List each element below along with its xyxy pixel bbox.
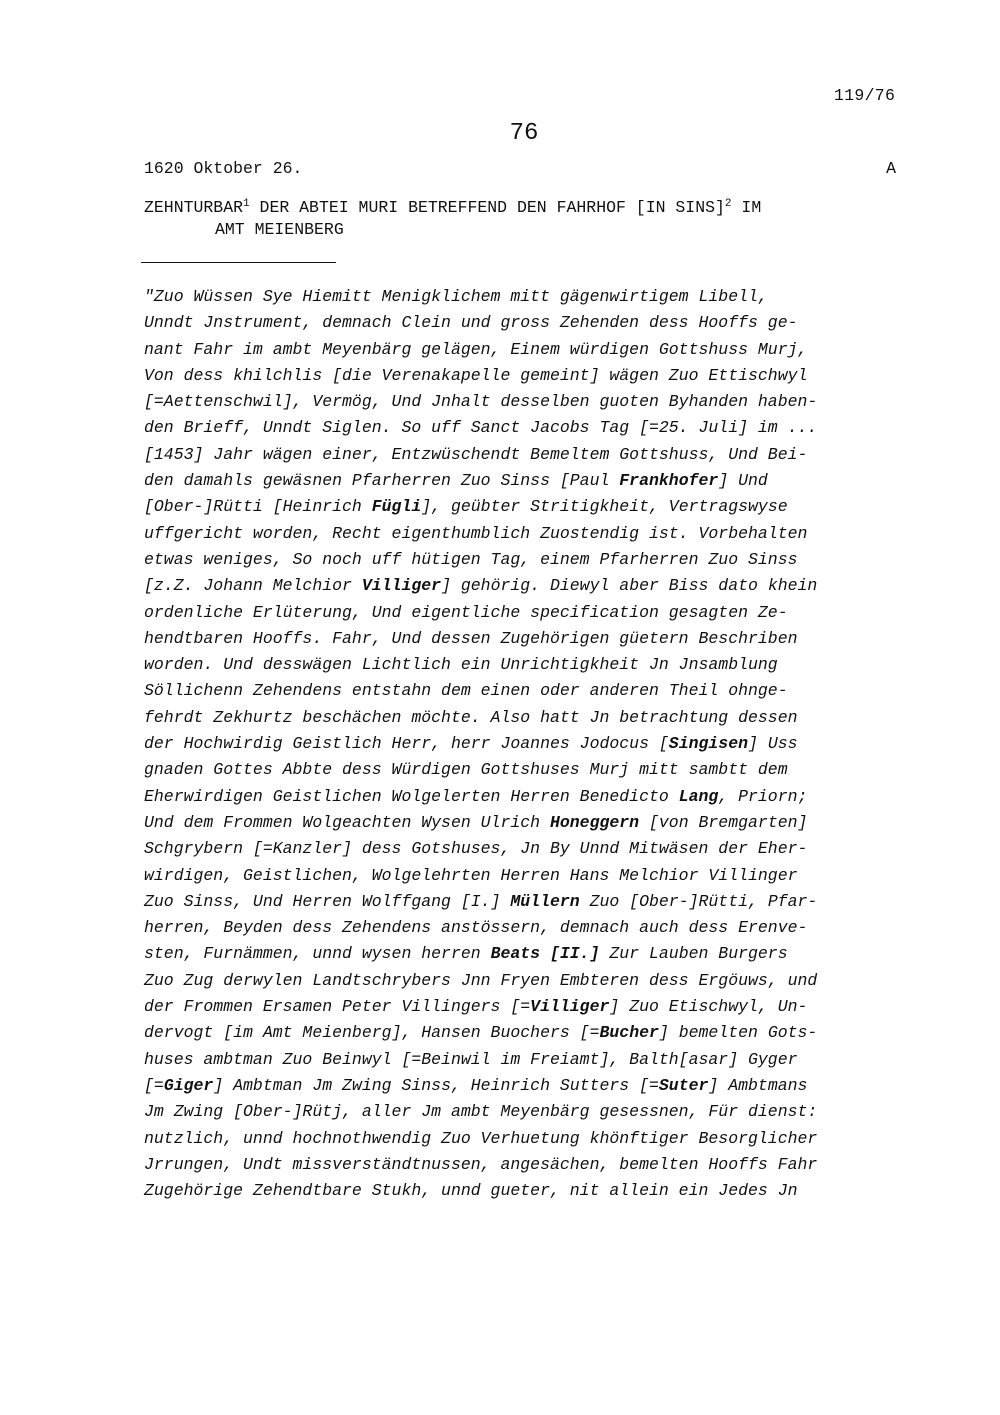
person-name: Bucher xyxy=(599,1023,659,1043)
text-line xyxy=(144,941,924,967)
text-run: ] Ambtman Jm Zwing Sinss, Heinrich Sutters [= xyxy=(213,1075,659,1095)
text-run: der Frommen Ersamen Peter Villingers [= xyxy=(144,997,531,1017)
footnote-ref-1: 1 xyxy=(243,198,250,210)
text-line: uffgericht worden, Recht eigenthumblich Zuostendig ist. Vorbehalten xyxy=(144,523,808,543)
text-line: wirdigen, Geistlichen, Wolgelehrten Herren Hans Melchior Villinger xyxy=(144,865,798,885)
text-run: ] Zuo Etischwyl, Un- xyxy=(609,997,808,1017)
text-line: Söllichenn Zehendens entstahn dem einen oder anderen Theil ohnge- xyxy=(144,681,788,701)
text-line: etwas weniges, So noch uff hütigen Tag, einem Pfarherren Zuo Sinss xyxy=(144,549,798,569)
text-line: Jrrungen, Undt missverständtnussen, angesächen, bemelten Hooffs Fahr xyxy=(144,1154,818,1174)
text-run: der Hochwirdig Geistlich Herr, herr Joannes Jodocus [ xyxy=(144,734,669,754)
text-run: ] Uss xyxy=(748,734,798,754)
body-text xyxy=(144,284,924,1204)
person-name: Singisen xyxy=(668,734,749,754)
footnote-ref-2: 2 xyxy=(724,198,732,210)
text-run: sten, Furnämmen, unnd wysen herren xyxy=(144,944,491,964)
text-line: Zugehörige Zehendtbare Stukh, unnd gueter, nit allein ein Jedes Jn xyxy=(144,1181,798,1201)
text-line xyxy=(144,731,924,757)
document-date: 1620 Oktober 26. xyxy=(144,159,303,178)
text-line: herren, Beyden dess Zehendens anstössern, demnach auch dess Erenve- xyxy=(144,918,808,938)
text-run: [z.Z. Johann Melchior xyxy=(144,576,362,596)
text-line: [1453] Jahr wägen einer, Entzwüschendt Bemeltem Gottshuss, Und Bei- xyxy=(144,444,808,464)
text-run: [von Bremgarten] xyxy=(639,812,808,832)
person-name: Giger xyxy=(163,1075,214,1095)
text-run: ], geübter Stritigkheit, Vertragswyse xyxy=(421,497,788,517)
person-name: Villiger xyxy=(361,576,442,596)
text-run: Zuo [Ober-]Rütti, Pfar- xyxy=(579,891,818,911)
text-line: den Brieff, Unndt Siglen. So uff Sanct Jacobs Tag [=25. Juli] im ... xyxy=(144,418,818,438)
person-name: Suter xyxy=(658,1075,709,1095)
text-line xyxy=(144,889,924,915)
person-name: Müllern xyxy=(510,891,580,911)
text-line: [=Aettenschwil], Vermög, Und Jnhalt desselben guoten Byhanden haben- xyxy=(144,392,818,412)
text-line: worden. Und desswägen Lichtlich ein Unrichtigkheit Jn Jnsamblung xyxy=(144,655,778,675)
person-name: Honeggern xyxy=(549,812,640,832)
text-run: ] Und xyxy=(718,471,768,491)
text-run: Und dem Frommen Wolgeachten Wysen Ulrich xyxy=(144,812,550,832)
text-line: hendtbaren Hooffs. Fahr, Und dessen Zugehörigen güetern Beschriben xyxy=(144,628,798,648)
text-line: nutzlich, unnd hochnothwendig Zuo Verhuetung khönftiger Besorglicher xyxy=(144,1128,818,1148)
heading-text: ZEHNTURBAR xyxy=(144,198,244,217)
text-line: nant Fahr im ambt Meyenbärg gelägen, Einem würdigen Gottshuss Murj, xyxy=(144,339,808,359)
text-line xyxy=(144,573,924,599)
text-run: Eherwirdigen Geistlichen Wolgelerten Herren Benedicto xyxy=(144,786,679,806)
person-name: Beats [II.] xyxy=(490,944,600,964)
document-number: 76 xyxy=(509,120,539,147)
text-run: [= xyxy=(144,1075,164,1095)
text-run: [Ober-]Rütti [Heinrich xyxy=(144,497,372,517)
document-heading xyxy=(144,197,914,241)
text-line: huses ambtman Zuo Beinwyl [=Beinwil im Freiamt], Balth[asar] Gyger xyxy=(144,1049,798,1069)
person-name: Villiger xyxy=(530,997,610,1017)
person-name: Fügli xyxy=(371,497,422,517)
heading-text: IM xyxy=(731,198,762,217)
text-run: Zuo Sinss, Und Herren Wolffgang [I.] xyxy=(144,891,511,911)
text-line: gnaden Gottes Abbte dess Würdigen Gottshuses Murj mitt sambtt dem xyxy=(144,760,788,780)
text-run: dervogt [im Amt Meienberg], Hansen Buochers [= xyxy=(144,1023,600,1043)
text-line: Zuo Zug derwylen Landtschrybers Jnn Fryen Embteren dess Ergöuws, und xyxy=(144,970,818,990)
text-line xyxy=(144,494,924,520)
text-run: , Priorn; xyxy=(718,786,808,806)
text-line: ordenliche Erlüterung, Und eigentliche specification gesagten Ze- xyxy=(144,602,788,622)
date-line xyxy=(144,159,896,178)
heading-line-2: AMT MEIENBERG xyxy=(215,220,344,239)
person-name: Lang xyxy=(678,786,719,806)
text-line xyxy=(144,994,924,1020)
text-line: Von dess khilchlis [die Verenakapelle gemeint] wägen Zuo Ettischwyl xyxy=(144,365,808,385)
person-name: Frankhofer xyxy=(619,471,719,491)
text-run: ] Ambtmans xyxy=(708,1075,808,1095)
text-line: "Zuo Wüssen Sye Hiemitt Menigklichem mitt gägenwirtigem Libell, xyxy=(144,287,768,306)
heading-text: DER ABTEI MURI BETREFFEND DEN FAHRHOF [IN SINS] xyxy=(249,198,725,217)
page-reference: 119/76 xyxy=(834,86,896,105)
text-line: Unndt Jnstrument, demnach Clein und gross Zehenden dess Hooffs ge- xyxy=(144,313,798,333)
text-line xyxy=(144,468,924,494)
text-run: den damahls gewäsnen Pfarherren Zuo Sinss [Paul xyxy=(144,471,620,491)
heading-line-1 xyxy=(144,198,761,217)
text-run: Zur Lauben Burgers xyxy=(599,944,788,964)
text-line xyxy=(144,784,924,810)
text-line: fehrdt Zekhurtz beschächen möchte. Also hatt Jn betrachtung dessen xyxy=(144,707,798,727)
version-marker: A xyxy=(886,159,896,178)
heading-divider xyxy=(141,262,336,263)
text-line: Schgrybern [=Kanzler] dess Gotshuses, Jn By Unnd Mitwäsen der Eher- xyxy=(144,839,808,859)
text-run: ] bemelten Gots- xyxy=(658,1023,818,1043)
text-line xyxy=(144,1020,924,1046)
text-line xyxy=(144,1073,924,1099)
text-run: ] gehörig. Diewyl aber Biss dato khein xyxy=(441,576,818,596)
text-line: Jm Zwing [Ober-]Rütj, aller Jm ambt Meyenbärg gesessnen, Für dienst: xyxy=(144,1102,818,1122)
text-line xyxy=(144,810,924,836)
